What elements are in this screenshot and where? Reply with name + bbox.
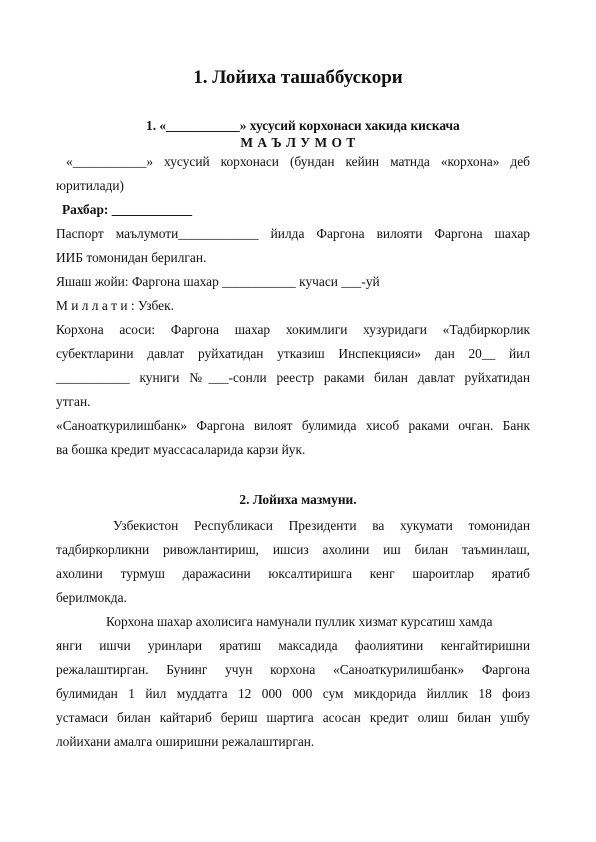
paragraph-2-line-5: устамаси билан кайтариб бериш шартига асосан кредит олиш билан ушбу (56, 710, 530, 725)
basis-line-3: ___________ куниги №___-сонли реестр раками билан давлат руйхатидан (56, 370, 530, 385)
paragraph-1-line-4: берилмокда. (56, 590, 127, 605)
bank-line-2: ва бошка кредит муассасаларида карзи йук. (56, 442, 306, 457)
paragraph-1-line-3: ахолини турмуш даражасини юксалтиришга кенг шароитлар яратиб (56, 566, 530, 581)
bank-line-1: «Саноаткурилишбанк» Фаргона вилоят булимида хисоб раками очган. Банк (56, 418, 530, 433)
info-line-2: юритилади) (56, 178, 124, 193)
paragraph-2-line-1: Корхона шахар ахолисига намунали пуллик хизмат курсатиш хамда (106, 614, 493, 629)
director-field: Рахбар: ____________ (62, 202, 193, 217)
paragraph-2-line-2: янги ишчи уринлари яратиш максадида фаолиятини кенгайтиришни (56, 638, 530, 653)
passport-line-1: Паспорт маълумоти____________ йилда Фаргона вилояти Фаргона шахар (56, 226, 530, 241)
basis-line-2: субектларини давлат руйхатидан утказиш Инспекцияси» дан 20__ йил (56, 346, 530, 361)
paragraph-2-line-6: лойихани амалга оширишни режалаштирган. (56, 734, 315, 749)
paragraph-1-line-2: тадбиркорликни ривожлантириш, ишсиз ахолини иш билан таъминлаш, (56, 542, 530, 557)
section-2-heading: 2. Лойиха мазмуни. (239, 492, 357, 507)
paragraph-1-line-1: Узбекистон Республикаси Президенти ва хукумати томонидан (113, 518, 530, 533)
info-heading: М А Ъ Л У М О Т (240, 135, 356, 150)
paragraph-2-line-3: режалаштирган. Бунинг учун корхона «Саноаткурилишбанк» Фаргона (56, 662, 530, 677)
basis-line-1: Корхона асоси: Фаргона шахар хокимлиги хузуридаги «Тадбиркорлик (56, 322, 530, 337)
address-line: Яшаш жойи: Фаргона шахар ___________ кучаси ___-уй (56, 274, 380, 289)
basis-line-4: утган. (56, 394, 91, 409)
paragraph-2-line-4: булимидан 1 йил муддатга 12 000 000 сум микдорида йиллик 18 фоиз (56, 686, 530, 701)
passport-line-2: ИИБ томонидан берилган. (56, 250, 207, 265)
nationality-line: М и л л а т и : Узбек. (56, 298, 174, 313)
info-line-1: «___________» хусусий корхонаси (бундан кейин матнда «корхона» деб (66, 154, 530, 169)
info-subtitle: 1. «___________» хусусий корхонаси хакида кискача (146, 118, 460, 133)
page-title: 1. Лойиха ташаббускори (193, 67, 403, 88)
